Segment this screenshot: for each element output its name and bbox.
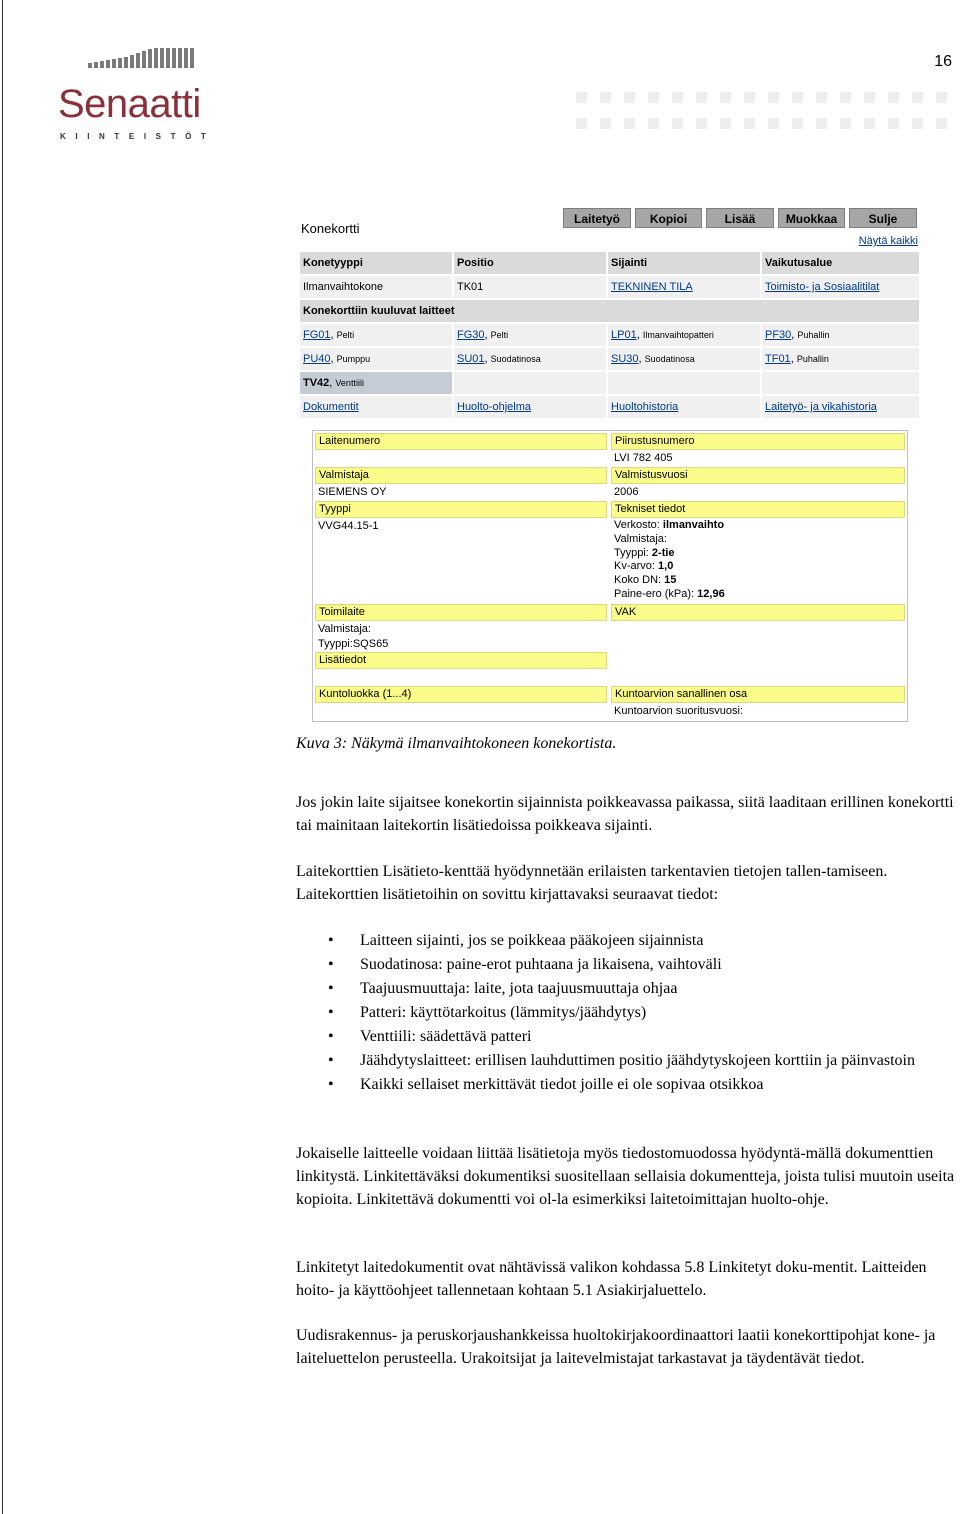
senaatti-logo [58, 48, 238, 148]
device-item[interactable]: SU01, Suodatinosa [454, 348, 606, 370]
header-sijainti: Sijainti [608, 252, 760, 274]
page-border [2, 0, 3, 1514]
machine-row [300, 276, 919, 298]
vak-value [611, 622, 905, 686]
device-detail-table [312, 430, 908, 722]
kuntoluokka-value [315, 704, 607, 719]
devices-row-2 [300, 348, 919, 370]
devices-header-row [300, 300, 919, 322]
toimilaite-label: Toimilaite [315, 604, 607, 621]
paragraph-4: Linkitetyt laitedokumentit ovat nähtävissä valikon kohdassa 5.8 Linkitetyt doku-mentit. Laitteiden hoito- ja käyttöohjeet tallennetaan kohtaan 5.1 Asiakirjaluettelo. [296, 1259, 927, 1299]
list-item: • Laitteen sijainti, jos se poikkeaa pääkojeen sijainnista [296, 929, 956, 953]
info-bullet-list [296, 929, 956, 1097]
list-item: • Taajuusmuuttaja: laite, jota taajuusmuuttaja ohjaa [296, 977, 956, 1001]
tekniset-label: Tekniset tiedot [611, 501, 905, 518]
devices-header: Konekorttiin kuuluvat laitteet [300, 300, 919, 322]
huoltohistoria-link[interactable]: Huoltohistoria [611, 401, 679, 413]
device-item[interactable]: SU30, Suodatinosa [608, 348, 760, 370]
page-number: 16 [934, 53, 952, 70]
paragraph-5: Uudisrakennus- ja peruskorjaushankkeissa huoltokirjakoordinaattori laatii konekorttipohjat kone- ja laiteluettelon perusteella. Urakoitsijat ja laitevelmistajat tarkastavat ja täydentävät tiedot. [296, 1327, 936, 1367]
laitetyo-button[interactable]: Laitetyö [563, 208, 631, 228]
list-item: • Venttiili: säädettävä patteri [296, 1025, 956, 1049]
sulje-button[interactable]: Sulje [849, 208, 917, 228]
logo-subtitle: KIINTEISTÖT [60, 132, 216, 141]
header-row [300, 252, 919, 274]
devices-row-1 [300, 324, 919, 346]
logo-bars-icon [88, 48, 196, 68]
list-item: • Patteri: käyttötarkoitus (lämmitys/jäähdytys) [296, 1001, 956, 1025]
device-item[interactable]: FG01, Pelti [300, 324, 452, 346]
paragraph-3: Jokaiselle laitteelle voidaan liittää lisätietoja myös tiedostomuodossa hyödyntä-mällä dokumenttien linkitystä. Linkitettäväksi dokumentiksi suositellaan sellaisia dokumentteja, joista tulisi muutoin useita kopioita. Linkitettävä dokumentti voi ol-la esimerkiksi laitetoimittajan huolto-ohje. [296, 1145, 955, 1208]
toimilaite-value: Valmistaja: Tyyppi:SQS65 [315, 622, 607, 652]
machine-area-link[interactable]: Toimisto- ja Sosiaalitilat [765, 281, 880, 293]
kopioi-button[interactable]: Kopioi [635, 208, 702, 228]
logo-name: Senaatti [58, 82, 201, 126]
device-item[interactable]: FG30, Pelti [454, 324, 606, 346]
machine-position: TK01 [454, 276, 606, 298]
muokkaa-button[interactable]: Muokkaa [778, 208, 845, 228]
huolto-ohjelma-link[interactable]: Huolto-ohjelma [457, 401, 531, 413]
tyyppi-label: Tyyppi [315, 501, 607, 518]
valmistusvuosi-value: 2006 [611, 485, 905, 501]
dokumentit-link[interactable]: Dokumentit [303, 401, 359, 413]
header-positio: Positio [454, 252, 606, 274]
show-all-link[interactable]: Näytä kaikki [858, 235, 918, 247]
device-item[interactable]: PU40, Pumppu [300, 348, 452, 370]
empty-cell [608, 372, 760, 394]
kuntoluokka-label: Kuntoluokka (1...4) [315, 686, 607, 703]
konekortti-title: Konekortti [301, 221, 360, 236]
links-row [300, 396, 919, 418]
paragraph-2: Laitekorttien Lisätieto-kenttää hyödynnetään erilaisten tarkentavien tietojen tallen-tamiseen. Laitekorttien lisätietoihin on sovittu kirjattavaksi seuraavat tiedot: [296, 863, 888, 903]
machine-type: Ilmanvaihtokone [300, 276, 452, 298]
piirustusnumero-label: Piirustusnumero [611, 433, 905, 450]
list-item: • Jäähdytyslaitteet: erillisen lauhduttimen positio jäähdytyskojeen korttiin ja päinvastoin [296, 1049, 956, 1073]
device-item[interactable]: LP01, Ilmanvaihtopatteri [608, 324, 760, 346]
device-item[interactable]: PF30, Puhallin [762, 324, 919, 346]
list-item: • Kaikki sellaiset merkittävät tiedot joille ei ole sopivaa otsikkoa [296, 1073, 956, 1097]
vak-label: VAK [611, 604, 905, 621]
valmistusvuosi-label: Valmistusvuosi [611, 467, 905, 484]
tyyppi-value: VVG44.15-1 [315, 519, 607, 603]
device-item-selected[interactable]: TV42, Venttiili [300, 372, 452, 394]
empty-cell [762, 372, 919, 394]
figure-caption: Kuva 3: Näkymä ilmanvaihtokoneen konekortista. [296, 735, 617, 752]
machine-location-link[interactable]: TEKNINEN TILA [611, 281, 693, 293]
valmistaja-label: Valmistaja [315, 467, 607, 484]
lisatiedot-value [315, 670, 607, 686]
kuntoarvio-label: Kuntoarvion sanallinen osa [611, 686, 905, 703]
laitenumero-value [315, 451, 607, 467]
header-konetyyppi: Konetyyppi [300, 252, 452, 274]
suoritusvuosi-label: Kuntoarvion suoritusvuosi: [611, 704, 905, 719]
header-vaikutusalue: Vaikutusalue [762, 252, 919, 274]
tekniset-values: Verkosto: ilmanvaihto Valmistaja: Tyyppi: 2-tie Kv-arvo: 1,0 Koko DN: 15 Paine-ero (kPa): 12,96 [611, 519, 905, 603]
device-item[interactable]: TF01, Puhallin [762, 348, 919, 370]
paragraph-1: Jos jokin laite sijaitsee konekortin sijainnista poikkeavassa paikassa, siitä laaditaan erillinen konekortti tai mainitaan laitekortin lisätiedoissa poikkeava sijainti. [296, 794, 954, 834]
piirustusnumero-value: LVI 782 405 [611, 451, 905, 467]
lisatiedot-label: Lisätiedot [315, 652, 607, 669]
valmistaja-value: SIEMENS OY [315, 485, 607, 501]
laitenumero-label: Laitenumero [315, 433, 607, 450]
vikahistoria-link[interactable]: Laitetyö- ja vikahistoria [765, 401, 877, 413]
lisaa-button[interactable]: Lisää [706, 208, 774, 228]
list-item: • Suodatinosa: paine-erot puhtaana ja likaisena, vaihtoväli [296, 953, 956, 977]
devices-row-3 [300, 372, 919, 394]
empty-cell [454, 372, 606, 394]
